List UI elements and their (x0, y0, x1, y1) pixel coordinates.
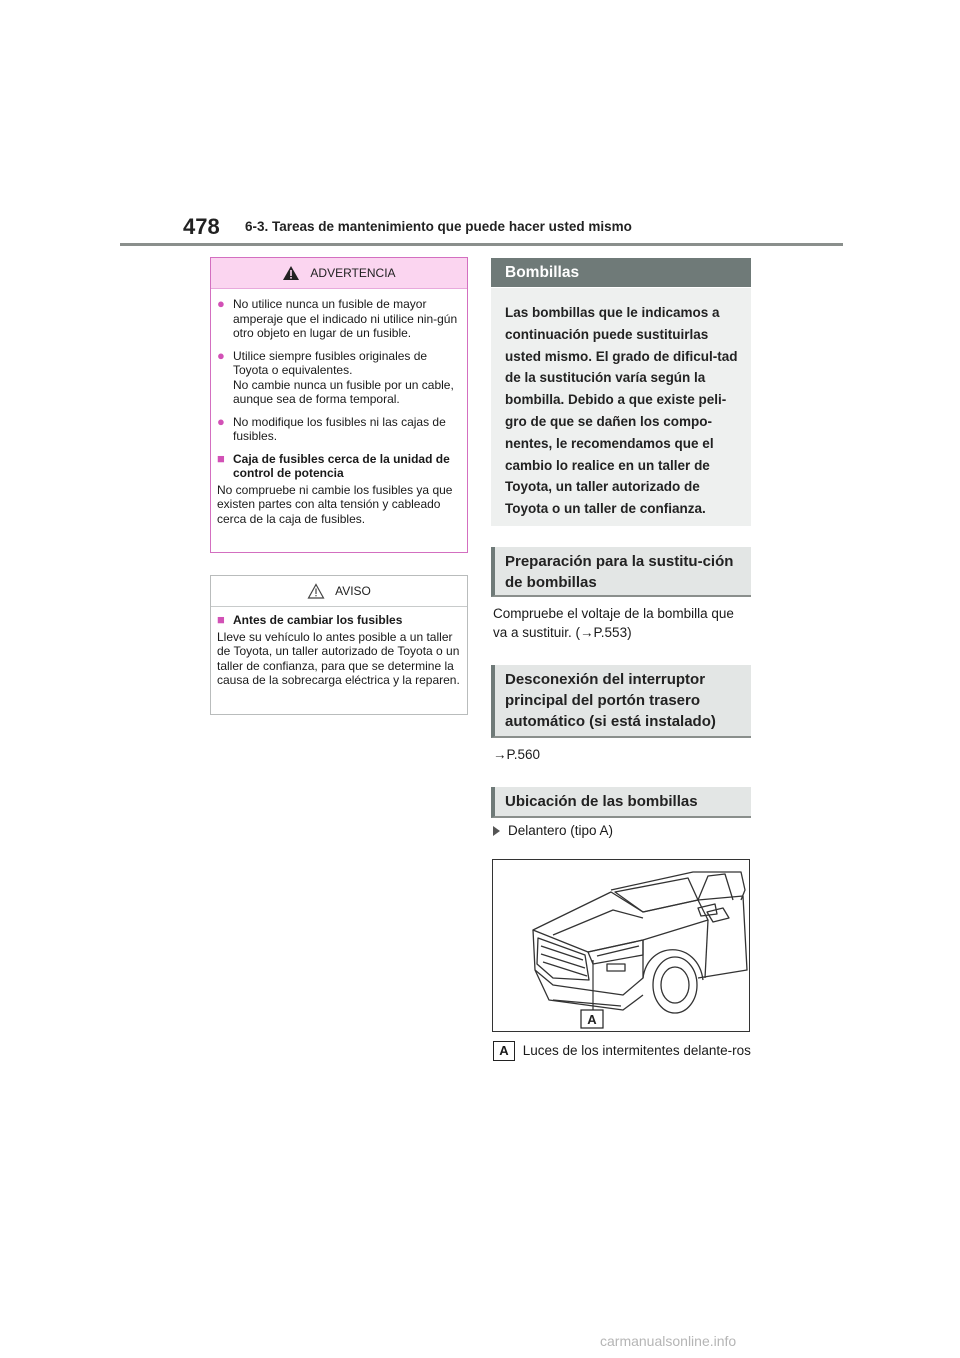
warning-triangle-icon (282, 265, 300, 281)
section-heading-disconnection: Desconexión del interruptor principal del portón trasero automático (si está instalado) (491, 665, 751, 738)
disconnection-text: →P.560 (493, 747, 541, 762)
caution-triangle-icon (307, 583, 325, 599)
caption-label: A (493, 1041, 515, 1061)
notice-title: AVISO (335, 584, 371, 598)
figure-caption (493, 1041, 753, 1061)
section-heading-location: Ubicación de las bombillas (491, 787, 751, 818)
notice-header (211, 576, 467, 607)
bullet-square-icon: ■ (217, 612, 225, 627)
warning-item: ● No modifique los fusibles ni las cajas de fusibles. (217, 413, 446, 443)
warning-item: ● Utilice siempre fusibles originales de Toyota o equivalentes. No cambie nunca un fusible por un cable, aunque sea de forma temporal. (217, 347, 454, 406)
triangle-bullet-icon (493, 826, 500, 836)
page-number: 478 (183, 214, 220, 239)
notice-box (210, 575, 468, 715)
bullet-dot-icon: ● (217, 413, 225, 429)
section-heading-preparation: Preparación para la sustitu-ción de bombillas (491, 547, 751, 597)
warning-subhead: ■ Caja de fusibles cerca de la unidad de control de potencia (217, 450, 450, 480)
notice-text: Lleve su vehículo lo antes posible a un taller de Toyota, un taller autorizado de Toyota o un taller de confianza, para que se determine la causa de la sobrecarga eléctrica y la reparen. (217, 629, 460, 687)
header-rule (120, 243, 843, 246)
warning-title: ADVERTENCIA (310, 266, 396, 280)
watermark: carmanualsonline.info (600, 1333, 737, 1349)
intro-box: Las bombillas que le indicamos a continuación puede sustituirlas usted mismo. El grado de dificul-tad de la sustitución varía según la bombilla. Debido a que existe peli-gro de que se dañen los compo-nentes, le recomendamos que el cambio lo realice en un taller de Toyota, un taller autorizado de Toyota o un taller de confianza. (491, 288, 751, 526)
bullet-square-icon: ■ (217, 450, 225, 466)
warning-header (211, 258, 467, 289)
main-heading: Bombillas (491, 258, 751, 287)
section-title: 6-3. Tareas de mantenimiento que puede hacer usted mismo (245, 219, 632, 234)
car-front-icon (493, 860, 749, 1031)
list-item: Delantero (tipo A) (493, 823, 613, 838)
figure-label: A (587, 1012, 597, 1027)
notice-subhead: ■ Antes de cambiar los fusibles (217, 612, 403, 627)
caption-text: Luces de los intermitentes delante-ros (522, 1043, 751, 1058)
bullet-dot-icon: ● (217, 296, 225, 311)
warning-box (210, 257, 468, 553)
car-front-illustration (492, 859, 750, 1032)
bullet-dot-icon: ● (217, 347, 225, 363)
warning-item: ● No utilice nunca un fusible de mayor amperaje que el indicado ni utilice nin-gún otro objeto en lugar de un fusible. (217, 296, 458, 340)
warning-subtext: No compruebe ni cambie los fusibles ya que existen partes con alta tensión y cableado cerca de la caja de fusibles. (217, 482, 453, 526)
preparation-text: Compruebe el voltaje de la bombilla que va a sustituir. (→P.553) (493, 606, 734, 640)
